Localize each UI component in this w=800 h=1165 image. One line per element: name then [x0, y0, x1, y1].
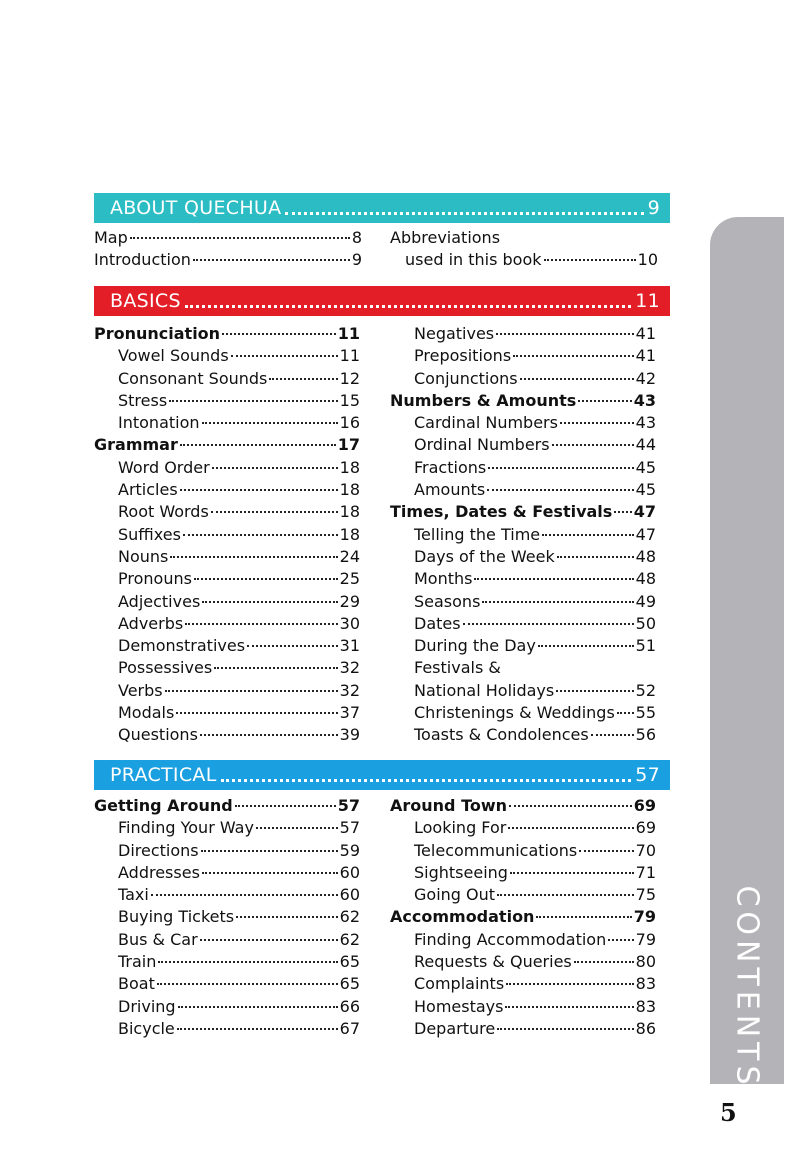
toc-entry[interactable]: [94, 863, 360, 885]
section-page: 57: [635, 764, 660, 786]
leader-dots: [463, 623, 634, 625]
entry-label: Prepositions: [414, 346, 512, 366]
toc-entry-abbreviations-cont[interactable]: [390, 250, 658, 272]
entry-page: 43: [635, 413, 656, 433]
leader-dots: [214, 667, 337, 669]
entry-label: Cardinal Numbers: [414, 413, 558, 433]
toc-entry[interactable]: [390, 346, 656, 368]
entry-label: During the Day: [414, 636, 536, 656]
entry-page: 80: [635, 952, 656, 972]
leader-dots: [202, 872, 338, 874]
entry-page: 10: [637, 250, 658, 270]
entry-page: 9: [351, 250, 362, 270]
entry-label: Articles: [118, 480, 178, 500]
toc-entry[interactable]: [94, 681, 360, 703]
toc-entry[interactable]: [390, 658, 656, 680]
entry-page: 30: [339, 613, 360, 633]
entry-label: Christenings & Weddings: [414, 703, 615, 723]
entry-page: 83: [635, 996, 656, 1016]
leader-dots: [180, 489, 338, 491]
entry-label: Toasts & Condolences: [414, 725, 589, 745]
leader-dots: [513, 355, 633, 357]
entry-page: 70: [635, 840, 656, 860]
leader-dots: [496, 333, 634, 335]
toc-entry[interactable]: [94, 885, 360, 907]
entry-page: 45: [635, 480, 656, 500]
leader-dots: [482, 601, 633, 603]
toc-heading[interactable]: [390, 502, 656, 524]
leader-dots: [178, 1006, 338, 1008]
entry-page: 67: [339, 1018, 360, 1038]
leader-dots: [231, 355, 338, 357]
toc-entry[interactable]: [94, 636, 360, 658]
leader-dots: [269, 378, 337, 380]
leader-dots: [497, 894, 634, 896]
toc-entry[interactable]: [390, 480, 656, 502]
entry-page: 18: [339, 457, 360, 477]
toc-entry[interactable]: [390, 525, 656, 547]
toc-heading[interactable]: [390, 796, 656, 818]
entry-label: Possessives: [118, 658, 213, 678]
section-title: BASICS: [110, 290, 181, 312]
entry-page: 60: [339, 885, 360, 905]
entry-page: 37: [339, 703, 360, 723]
leader-dots: [193, 259, 350, 261]
section-page: 9: [647, 197, 660, 219]
leader-dots: [130, 237, 350, 239]
entry-label: Buying Tickets: [118, 907, 235, 927]
entry-label: Word Order: [118, 457, 210, 477]
entry-label: Stress: [118, 390, 168, 410]
entry-label: Adjectives: [118, 591, 201, 611]
leader-dots: [536, 916, 631, 918]
toc-entry[interactable]: [94, 997, 360, 1019]
leader-dots: [165, 690, 338, 692]
entry-label: Nouns: [118, 546, 169, 566]
section-title: PRACTICAL: [110, 764, 217, 786]
entry-label: Getting Around: [94, 796, 233, 815]
toc-entry[interactable]: [94, 369, 360, 391]
entry-page: 48: [635, 569, 656, 589]
entry-label: Modals: [118, 703, 175, 723]
toc-entry[interactable]: [94, 569, 360, 591]
leader-dots: [185, 623, 337, 625]
entry-page: 18: [339, 480, 360, 500]
leader-dots: [487, 489, 633, 491]
entry-label: Homestays: [414, 996, 504, 1016]
entry-label: Consonant Sounds: [118, 368, 268, 388]
entry-label: Verbs: [118, 680, 163, 700]
entry-page: 42: [635, 368, 656, 388]
entry-label: Map: [94, 228, 128, 247]
toc-entry[interactable]: [94, 818, 360, 840]
entry-label: Directions: [118, 840, 199, 860]
entry-page: 66: [339, 996, 360, 1016]
entry-page: 45: [635, 457, 656, 477]
entry-label: Pronouns: [118, 569, 192, 589]
toc-entry[interactable]: [94, 547, 360, 569]
entry-page: 44: [635, 435, 656, 455]
entry-label: Around Town: [390, 796, 508, 815]
section-header-about[interactable]: [94, 193, 670, 223]
entry-page: 65: [339, 974, 360, 994]
toc-entry[interactable]: [94, 525, 360, 547]
entry-page: 51: [635, 636, 656, 656]
entry-label: Bicycle: [118, 1018, 175, 1038]
entry-label: Conjunctions: [414, 368, 518, 388]
entry-page: 52: [635, 680, 656, 700]
leader-dots: [285, 212, 643, 215]
leader-dots: [510, 872, 634, 874]
leader-dots: [508, 827, 633, 829]
leader-dots: [574, 961, 634, 963]
leader-dots: [506, 983, 633, 985]
entry-page: 49: [635, 591, 656, 611]
leader-dots: [591, 734, 634, 736]
leader-dots: [177, 1028, 338, 1030]
entry-page: 41: [635, 324, 656, 343]
entry-label: Adverbs: [118, 613, 184, 633]
leader-dots: [256, 827, 338, 829]
entry-page: 69: [633, 796, 656, 815]
entry-label: Intonation: [118, 413, 200, 433]
section-header-basics[interactable]: [94, 286, 670, 316]
leader-dots: [212, 467, 338, 469]
leader-dots: [617, 712, 634, 714]
toc-entry[interactable]: [390, 369, 656, 391]
entry-label: National Holidays: [414, 680, 555, 700]
toc-entry[interactable]: [94, 1019, 360, 1041]
entry-page: 71: [635, 862, 656, 882]
entry-page: 79: [633, 907, 656, 927]
toc-entry-introduction[interactable]: [94, 250, 362, 272]
entry-page: 47: [633, 502, 656, 522]
leader-dots: [235, 805, 336, 807]
entry-label: Vowel Sounds: [118, 346, 229, 366]
basics-left-list: [94, 324, 360, 748]
entry-page: 48: [635, 546, 656, 566]
section-header-practical[interactable]: [94, 760, 670, 790]
toc-entry-map[interactable]: [94, 228, 362, 250]
leader-dots: [488, 467, 633, 469]
leader-dots: [497, 1028, 633, 1030]
entry-page: 50: [635, 613, 656, 633]
toc-entry[interactable]: [94, 413, 360, 435]
toc-entry[interactable]: [94, 480, 360, 502]
leader-dots: [194, 578, 338, 580]
toc-heading[interactable]: [390, 907, 656, 929]
leader-dots: [552, 444, 634, 446]
entry-page: 62: [339, 907, 360, 927]
basics-right-list: [390, 324, 656, 748]
entry-page: 55: [635, 703, 656, 723]
toc-entry[interactable]: [94, 841, 360, 863]
toc-entry[interactable]: [390, 569, 656, 591]
toc-entry[interactable]: [390, 458, 656, 480]
entry-label: Boat: [118, 974, 155, 994]
entry-page: 29: [339, 591, 360, 611]
entry-label: Addresses: [118, 862, 200, 882]
toc-entry[interactable]: [390, 435, 656, 457]
entry-page: 75: [635, 885, 656, 905]
entry-page: 57: [337, 796, 360, 815]
entry-label: Telling the Time: [414, 524, 541, 544]
entry-page: 18: [339, 502, 360, 522]
entry-label: Demonstratives: [118, 636, 246, 656]
entry-label: used in this book: [405, 250, 542, 270]
toc-entry[interactable]: [390, 841, 656, 863]
entry-page: 39: [339, 725, 360, 745]
toc-entry[interactable]: [94, 391, 360, 413]
entry-page: 86: [635, 1018, 656, 1038]
toc-entry[interactable]: [390, 324, 656, 346]
toc-entry[interactable]: [390, 681, 656, 703]
leader-dots: [169, 400, 337, 402]
leader-dots: [236, 916, 338, 918]
entry-label: Times, Dates & Festivals: [390, 502, 613, 522]
toc-entry[interactable]: [390, 725, 656, 747]
toc-entry[interactable]: [390, 592, 656, 614]
entry-label: Requests & Queries: [414, 952, 572, 972]
leader-dots: [538, 645, 634, 647]
leader-dots: [200, 734, 338, 736]
leader-dots: [544, 259, 636, 261]
entry-page: 32: [339, 658, 360, 678]
entry-page: 43: [633, 390, 656, 410]
leader-dots: [183, 534, 338, 536]
entry-label: Sightseeing: [414, 862, 508, 882]
leader-dots: [222, 333, 336, 335]
leader-dots: [557, 556, 634, 558]
toc-entry[interactable]: [390, 818, 656, 840]
toc-entry[interactable]: [390, 547, 656, 569]
toc-entry[interactable]: [94, 592, 360, 614]
toc-entry[interactable]: [94, 458, 360, 480]
entry-page: 8: [351, 228, 362, 247]
toc-entry[interactable]: [94, 952, 360, 974]
entry-label: Train: [118, 952, 157, 972]
entry-page: 16: [339, 413, 360, 433]
toc-entry[interactable]: [390, 636, 656, 658]
leader-dots: [200, 939, 338, 941]
toc-entry[interactable]: [94, 346, 360, 368]
entry-page: 60: [339, 862, 360, 882]
leader-dots: [185, 305, 631, 308]
leader-dots: [579, 850, 633, 852]
toc-entry-abbreviations[interactable]: [390, 228, 658, 250]
toc-heading[interactable]: [94, 435, 360, 457]
entry-page: 15: [339, 390, 360, 410]
toc-entry[interactable]: [390, 885, 656, 907]
toc-entry[interactable]: [390, 614, 656, 636]
entry-page: 17: [337, 435, 360, 455]
toc-entry[interactable]: [390, 413, 656, 435]
entry-page: 79: [635, 929, 656, 949]
leader-dots: [560, 422, 634, 424]
entry-page: 41: [635, 346, 656, 366]
leader-dots: [202, 601, 337, 603]
leader-dots: [474, 578, 633, 580]
entry-page: 24: [339, 546, 360, 566]
toc-entry[interactable]: [390, 863, 656, 885]
entry-page: 69: [635, 818, 656, 838]
leader-dots: [158, 961, 337, 963]
page-number: 5: [720, 1098, 737, 1127]
entry-page: 11: [337, 324, 360, 343]
leader-dots: [556, 690, 633, 692]
toc-heading[interactable]: [94, 324, 360, 346]
entry-label: Finding Accommodation: [414, 929, 607, 949]
entry-label: Dates: [414, 613, 461, 633]
entry-page: 62: [339, 929, 360, 949]
leader-dots: [221, 779, 632, 782]
leader-dots: [176, 712, 337, 714]
entry-page: 25: [339, 569, 360, 589]
entry-label: Fractions: [414, 457, 487, 477]
toc-heading[interactable]: [94, 796, 360, 818]
entry-label: Pronunciation: [94, 324, 221, 343]
entry-label: Numbers & Amounts: [390, 390, 577, 410]
section-page: 11: [635, 290, 660, 312]
toc-entry[interactable]: [390, 930, 656, 952]
practical-right-list: [390, 796, 656, 1041]
leader-dots: [202, 422, 338, 424]
leader-dots: [180, 444, 336, 446]
toc-entry[interactable]: [94, 930, 360, 952]
entry-label: Bus & Car: [118, 929, 198, 949]
toc-entry[interactable]: [94, 974, 360, 996]
leader-dots: [157, 983, 338, 985]
entry-label: Ordinal Numbers: [414, 435, 550, 455]
practical-left-list: [94, 796, 360, 1041]
entry-label: Telecommunications: [414, 840, 578, 860]
entry-label: Taxi: [118, 885, 149, 905]
leader-dots: [608, 939, 633, 941]
entry-label: Questions: [118, 725, 198, 745]
toc-entry[interactable]: [390, 997, 656, 1019]
toc-entry[interactable]: [94, 907, 360, 929]
leader-dots: [614, 511, 631, 513]
entry-label: Months: [414, 569, 473, 589]
entry-page: 31: [339, 636, 360, 656]
entry-page: 57: [339, 818, 360, 838]
entry-label: Accommodation: [390, 907, 535, 927]
toc-entry[interactable]: [390, 1019, 656, 1041]
entry-page: 65: [339, 952, 360, 972]
entry-page: 83: [635, 974, 656, 994]
entry-page: 59: [339, 840, 360, 860]
entry-label: Driving: [118, 996, 176, 1016]
entry-page: 11: [339, 346, 360, 366]
entry-label: Abbreviations: [390, 228, 501, 247]
toc-entry[interactable]: [390, 703, 656, 725]
entry-label: Departure: [414, 1018, 496, 1038]
entry-label: Going Out: [414, 885, 496, 905]
entry-label: Grammar: [94, 435, 178, 455]
section-title: ABOUT QUECHUA: [110, 197, 282, 219]
about-right-list: [390, 228, 658, 273]
entry-page: 47: [635, 524, 656, 544]
entry-label: Days of the Week: [414, 546, 555, 566]
entry-page: 18: [339, 524, 360, 544]
entry-page: 32: [339, 680, 360, 700]
leader-dots: [247, 645, 338, 647]
leader-dots: [542, 534, 634, 536]
entry-label: Seasons: [414, 591, 481, 611]
toc-entry[interactable]: [94, 502, 360, 524]
leader-dots: [509, 805, 632, 807]
side-tab-label: CONTENTS: [729, 884, 765, 1090]
entry-label: Negatives: [414, 324, 495, 343]
toc-entry[interactable]: [390, 952, 656, 974]
leader-dots: [201, 850, 338, 852]
toc-entry[interactable]: [94, 614, 360, 636]
entry-page: 12: [339, 368, 360, 388]
leader-dots: [211, 511, 338, 513]
entry-page: 56: [635, 725, 656, 745]
leader-dots: [170, 556, 337, 558]
leader-dots: [578, 400, 631, 402]
entry-label: Suffixes: [118, 524, 181, 544]
entry-label: Introduction: [94, 250, 191, 270]
about-left-list: [94, 228, 362, 273]
entry-label: Root Words: [118, 502, 209, 522]
toc-heading[interactable]: [390, 391, 656, 413]
leader-dots: [520, 378, 634, 380]
leader-dots: [151, 894, 338, 896]
entry-label: Festivals &: [414, 658, 501, 678]
entry-label: Complaints: [414, 974, 505, 994]
toc-entry[interactable]: [94, 658, 360, 680]
entry-label: Finding Your Way: [118, 818, 254, 838]
toc-entry[interactable]: [94, 703, 360, 725]
entry-label: Looking For: [414, 818, 507, 838]
toc-entry[interactable]: [390, 974, 656, 996]
toc-entry[interactable]: [94, 725, 360, 747]
leader-dots: [505, 1006, 633, 1008]
side-tab-label-wrap: [711, 884, 783, 1090]
entry-label: Amounts: [414, 480, 486, 500]
